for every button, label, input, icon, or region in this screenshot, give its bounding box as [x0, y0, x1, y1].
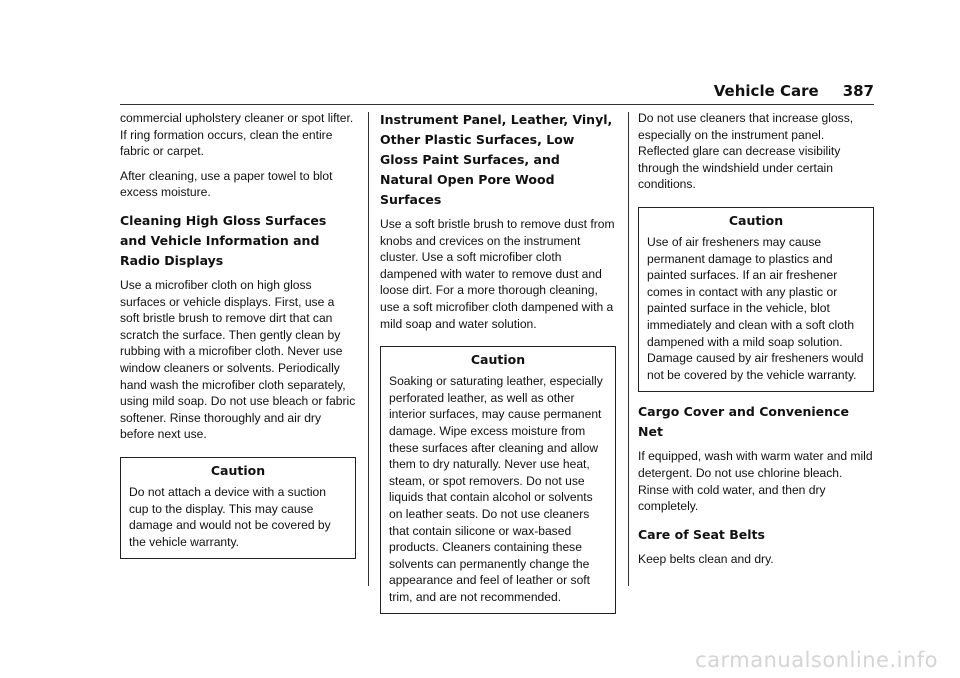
column-1 — [120, 110, 356, 567]
caution-title: Caution — [728, 212, 784, 228]
caution-box — [120, 457, 356, 559]
caution-text: Soaking or saturating leather, especially perforated leather, as well as other interior surfaces, may cause permanent damage. Wipe excess moisture from these surfaces after cleaning and allow them to dry naturally. Never use heat, steam, or spot removers. Do not use liquids that contain alcohol or solvents on leather seats. Do not use cleaners that contain silicone or wax-based products. Cleaners containing these solvents can permanently change the appearance and feel of leather or soft trim, and are not recommended. — [389, 374, 603, 604]
paragraph: Use a microfiber cloth on high gloss surfaces or vehicle displays. First, use a soft bristle brush to remove dirt that can scratch the surface. Then gently clean by rubbing with a microfiber cloth. Never use window cleaners or solvents. Periodically hand wash the microfiber cloth separately, using mild soap. Do not use bleach or fabric softener. Rinse thoroughly and air dry before next use. — [120, 277, 356, 442]
page-header — [714, 82, 874, 100]
paragraph: After cleaning, use a paper towel to blot excess moisture. — [120, 168, 333, 200]
paragraph: Use a soft bristle brush to remove dust from knobs and crevices on the instrument cluster. Use a soft microfiber cloth dampened with water to remove dust and loose dirt. For a more thorough cleaning, use a soft microfiber cloth dampened with a mild soap and water solution. — [380, 217, 615, 331]
caution-text: Use of air fresheners may cause permanent damage to plastics and painted surfaces. If an air freshener comes in contact with any plastic or painted surface in the vehicle, blot immediately and clean with a soft cloth dampened with a mild soap solution. Damage caused by air fresheners would not be covered by the vehicle warranty. — [647, 234, 864, 382]
page-number: 387 — [842, 82, 874, 100]
section-heading: Instrument Panel, Leather, Vinyl, Other Plastic Surfaces, Low Gloss Paint Surfaces, and Natural Open Pore Wood Surfaces — [380, 112, 613, 207]
paragraph: commercial upholstery cleaner or spot lifter. If ring formation occurs, clean the entire fabric or carpet. — [120, 111, 354, 159]
column-2 — [380, 110, 616, 622]
caution-title: Caution — [210, 462, 266, 478]
paragraph: Keep belts clean and dry. — [638, 551, 774, 566]
section-heading: Care of Seat Belts — [638, 526, 765, 542]
section-heading: Cargo Cover and Convenience Net — [638, 404, 849, 440]
header-rule — [120, 104, 874, 105]
column-3 — [638, 110, 874, 575]
column-divider — [368, 112, 369, 586]
caution-box — [638, 207, 874, 392]
watermark: carmanualsonline.info — [695, 648, 938, 672]
section-heading: Cleaning High Gloss Surfaces and Vehicle Information and Radio Displays — [120, 212, 327, 268]
caution-title: Caution — [470, 352, 526, 368]
paragraph: Do not use cleaners that increase gloss, especially on the instrument panel. Reflected glare can decrease visibility through the windshield under certain conditions. — [638, 111, 854, 192]
column-divider — [628, 112, 629, 586]
caution-text: Do not attach a device with a suction cup to the display. This may cause damage and would not be covered by the vehicle warranty. — [129, 484, 331, 549]
paragraph: If equipped, wash with warm water and mild detergent. Do not use chlorine bleach. Rinse with cold water, and then dry completely. — [638, 449, 873, 514]
section-title: Vehicle Care — [713, 82, 819, 100]
caution-box — [380, 346, 616, 614]
